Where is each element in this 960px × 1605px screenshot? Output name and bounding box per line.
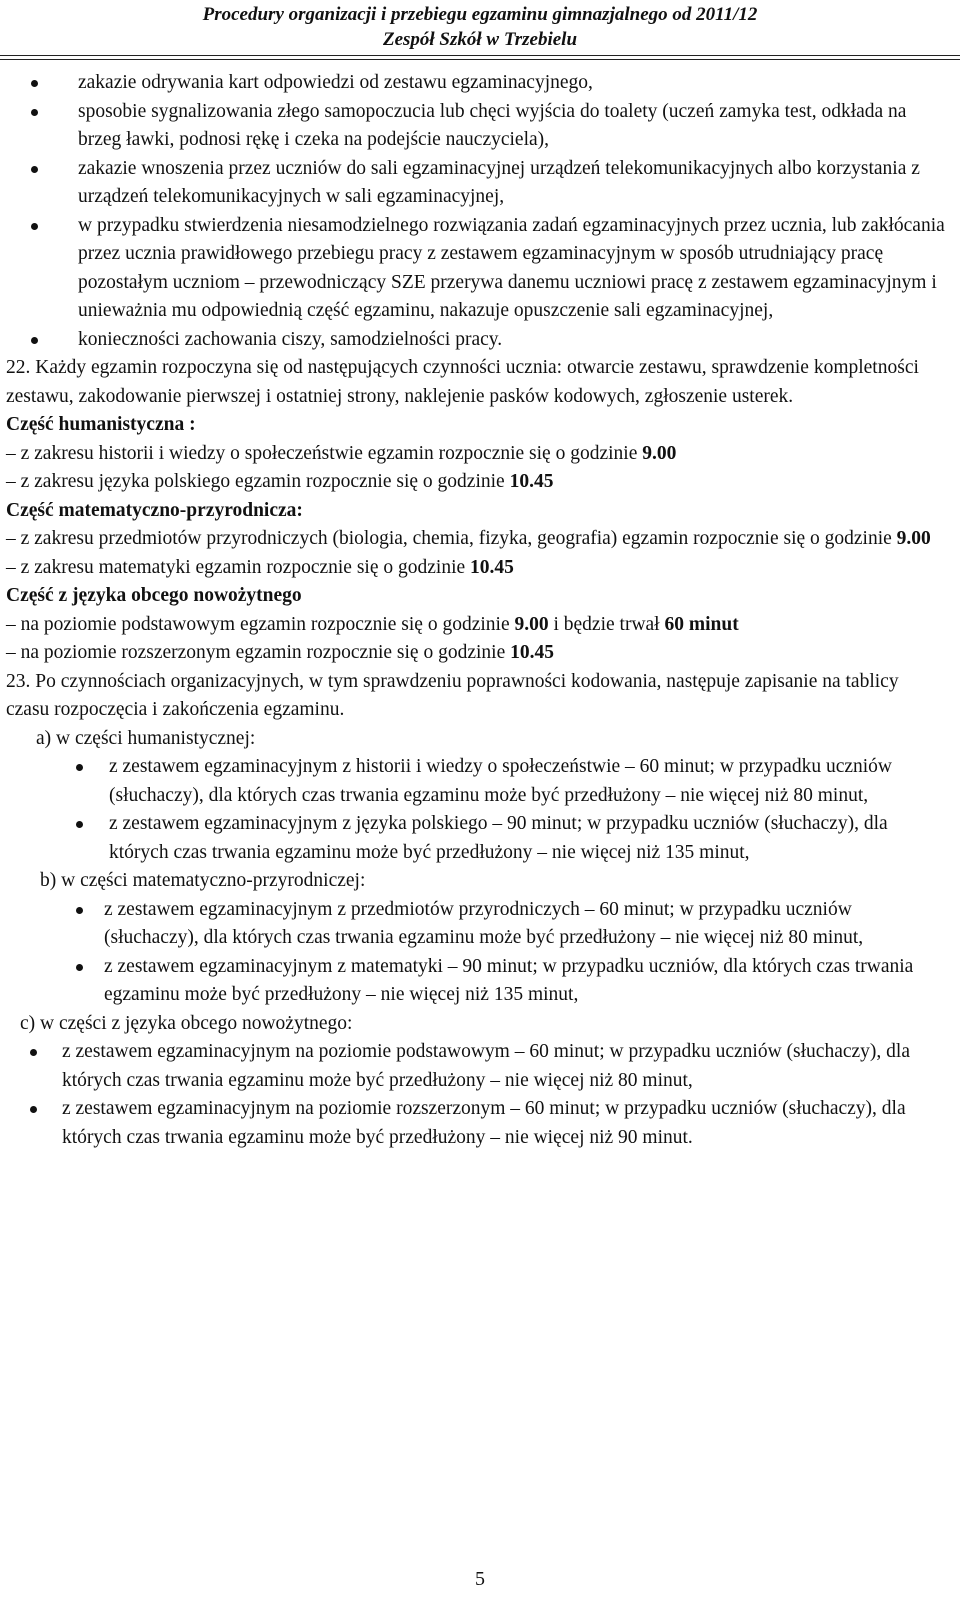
schedule-line: – z zakresu przedmiotów przyrodniczych (biologia, chemia, fizyka, geografia) egzamin rozpocznie się o godzinie 9.00 [6,528,931,549]
list-item: z zestawem egzaminacyjnym z historii i wiedzy o społeczeństwie – 60 minut; w przypadku uczniów (słuchaczy), dla których czas trwania egzaminu może być przedłużony – nie więcej niż 80 minut, [6,753,946,810]
list-item: z zestawem egzaminacyjnym na poziomie podstawowym – 60 minut; w przypadku uczniów (słuchaczy), dla których czas trwania egzaminu może być przedłużony – nie więcej niż 80 minut, [6,1038,946,1095]
list-item: z zestawem egzaminacyjnym z matematyki – 90 minut; w przypadku uczniów, dla których czas trwania egzaminu może być przedłużony – nie więcej niż 135 minut, [6,953,946,1010]
schedule-line: – z zakresu języka polskiego egzamin rozpocznie się o godzinie 10.45 [6,471,554,492]
header-divider [0,55,960,56]
list-item: sposobie sygnalizowania złego samopoczucia lub chęci wyjścia do toalety (uczeń zamyka test, odkłada na brzeg ławki, podnosi rękę i czeka na podejście nauczyciela), [6,98,946,155]
header-divider-thin [0,59,960,60]
paragraph-23: 23. Po czynnościach organizacyjnych, w tym sprawdzeniu poprawności kodowania, następuje zapisanie na tablicy czasu rozpoczęcia i zakończenia egzaminu. [6,670,899,720]
schedule-line: – z zakresu historii i wiedzy o społeczeństwie egzamin rozpocznie się o godzinie 9.00 [6,442,677,464]
schedule-line: – z zakresu matematyki egzamin rozpocznie się o godzinie 10.45 [6,556,514,578]
header-school: Zespół Szkół w Trzebielu [382,29,578,50]
section-heading-math-science: Część matematyczno-przyrodnicza: [6,499,303,521]
section-heading-foreign-language: Część z języka obcego nowożytnego [6,585,302,606]
list-item: zakazie odrywania kart odpowiedzi od zestawu egzaminacyjnego, [6,69,946,98]
list-item: z zestawem egzaminacyjnym na poziomie rozszerzonym – 60 minut; w przypadku uczniów (słuchaczy), dla których czas trwania egzaminu może być przedłużony – nie więcej niż 90 minut. [6,1095,946,1152]
schedule-line: – na poziomie podstawowym egzamin rozpocznie się o godzinie 9.00 i będzie trwał 60 minut [6,613,739,635]
subsection-label-a: a) w części humanistycznej: [36,727,256,749]
paragraph-22: 22. Każdy egzamin rozpoczyna się od następujących czynności ucznia: otwarcie zestawu, sprawdzenie kompletności zestawu, zakodowanie pierwszej i ostatniej strony, naklejenie pasków kodowych, zgłoszenie usterek. [6,357,919,407]
header-title: Procedury organizacji i przebiegu egzaminu gimnazjalnego od 2011/12 [202,4,758,25]
section-heading-humanistic: Część humanistyczna : [6,414,196,435]
page-number: 5 [475,1568,485,1590]
subsection-label-c: c) w części z języka obcego nowożytnego: [20,1012,353,1034]
list-item: konieczności zachowania ciszy, samodzielności pracy. [6,326,946,355]
schedule-line: – na poziomie rozszerzonym egzamin rozpocznie się o godzinie 10.45 [6,642,554,663]
list-item: w przypadku stwierdzenia niesamodzielnego rozwiązania zadań egzaminacyjnych przez ucznia, lub zakłócania przez ucznia prawidłowego przebiegu pracy z zestawem egzaminacyjnym w sposób utrudniający pracę pozostałym uczniom – przewodniczący SZE przerywa danemu uczniowi pracę z zestawem egzaminacyjnym i unieważnia mu odpowiednią część egzaminu, nakazuje opuszczenie sali egzaminacyjnej, [6,212,946,326]
subsection-label-b: b) w części matematyczno-przyrodniczej: [40,870,366,891]
list-item: z zestawem egzaminacyjnym z przedmiotów przyrodniczych – 60 minut; w przypadku uczniów (słuchaczy), dla których czas trwania egzaminu może być przedłużony – nie więcej niż 80 minut, [6,896,946,953]
list-item: zakazie wnoszenia przez uczniów do sali egzaminacyjnej urządzeń telekomunikacyjnych albo korzystania z urządzeń telekomunikacyjnych w sali egzaminacyjnej, [6,155,946,212]
document-body [6,69,946,1152]
list-item: z zestawem egzaminacyjnym z języka polskiego – 90 minut; w przypadku uczniów (słuchaczy), dla których czas trwania egzaminu może być przedłużony – nie więcej niż 135 minut, [6,810,946,867]
